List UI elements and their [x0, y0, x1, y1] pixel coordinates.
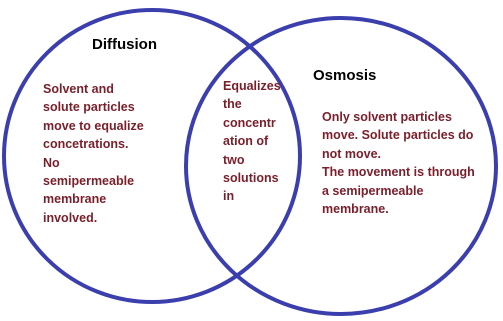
diffusion-title: Diffusion: [92, 36, 157, 53]
osmosis-description: Only solvent particles move. Solute particles do not move. The movement is through a semipermeable membrane.: [322, 110, 475, 217]
overlap-description: Equalizes the concentr ation of two solutions in: [223, 79, 281, 204]
osmosis-title: Osmosis: [313, 67, 377, 84]
diffusion-description: Solvent and solute particles move to equalize concetrations. No semipermeable membrane involved.: [43, 82, 144, 225]
